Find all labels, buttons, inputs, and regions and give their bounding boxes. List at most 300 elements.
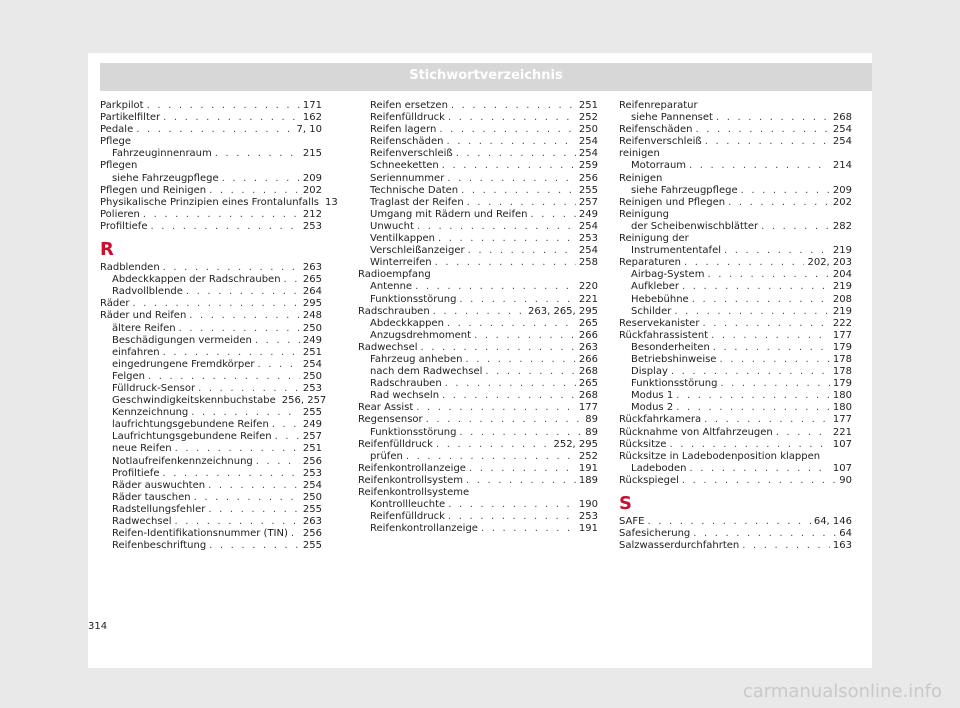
entry-page-ref: 202 (302, 184, 322, 196)
dot-leader (163, 112, 300, 124)
index-entry[interactable] (100, 262, 322, 274)
entry-term: Rückfahrassistent (619, 329, 709, 341)
entry-term: Räder (100, 298, 130, 310)
entry-page-ref: 190 (578, 499, 598, 511)
entry-page-ref: 258 (578, 257, 598, 269)
entry-term: Laufrichtungsgebundene Reifen (112, 431, 272, 443)
index-subentry[interactable] (358, 499, 598, 511)
entry-page-ref: 253 (578, 511, 598, 523)
dot-leader (421, 342, 576, 354)
index-entry[interactable] (619, 197, 852, 209)
index-subentry[interactable] (358, 185, 598, 197)
index-entry[interactable] (100, 124, 322, 136)
entry-page-ref: 163 (832, 540, 852, 552)
dot-leader (716, 112, 830, 124)
entry-term: Safesicherung (619, 528, 691, 540)
index-subentry[interactable] (100, 347, 322, 359)
entry-term: Partikelfilter (100, 112, 161, 124)
entry-page-ref: 177 (832, 414, 852, 426)
entry-term: Unwucht (370, 220, 414, 232)
index-subentry[interactable] (100, 335, 322, 347)
entry-term: eingedrungene Fremdkörper (112, 358, 255, 370)
index-subentry[interactable] (100, 383, 322, 395)
index-entry[interactable] (100, 112, 322, 124)
dot-leader (705, 136, 830, 148)
index-subentry[interactable] (358, 330, 598, 342)
dot-leader (702, 318, 829, 330)
dot-leader (720, 378, 829, 390)
index-subentry[interactable] (619, 354, 852, 366)
index-entry[interactable] (619, 528, 852, 540)
entry-term: Rear Assist (358, 402, 414, 414)
index-subentry[interactable] (358, 100, 598, 112)
index-entry[interactable] (358, 414, 598, 426)
entry-term: der Scheibenwischblätter (631, 220, 759, 232)
index-entry[interactable] (100, 100, 322, 112)
dot-leader (459, 294, 575, 306)
entry-page-ref: 253 (302, 220, 322, 232)
dot-leader (436, 439, 551, 451)
entry-term: Rad wechseln (370, 390, 440, 402)
entry-term: Reinigen und Pflegen (619, 196, 726, 208)
entry-page-ref: 252 (578, 450, 598, 462)
dot-leader (208, 480, 300, 492)
dot-leader (530, 209, 575, 221)
entry-term: Rücksitze (619, 438, 667, 450)
entry-page-ref: 7, 10 (296, 124, 322, 136)
entry-page-ref: 254 (578, 136, 598, 148)
index-entry[interactable] (619, 414, 852, 426)
dot-leader (695, 124, 829, 136)
entry-page-ref: 265 (302, 274, 322, 286)
entry-page-ref: 178 (832, 353, 852, 365)
entry-term: Aufkleber (631, 281, 680, 293)
entry-term: SAFE (619, 516, 645, 527)
entry-term: Profiltiefe (100, 220, 148, 232)
index-subentry[interactable] (619, 269, 852, 281)
entry-page-ref: 257 (302, 431, 322, 443)
dot-leader (448, 511, 576, 523)
dot-leader (465, 354, 575, 366)
entry-term: ältere Reifen (112, 322, 176, 334)
index-subentry[interactable] (358, 511, 598, 523)
dot-leader (689, 160, 830, 172)
entry-page-ref: 215 (302, 148, 322, 160)
entry-term: Reifen ersetzen (370, 100, 448, 111)
entry-term: Fülldruck-Sensor (112, 382, 196, 394)
index-entry-heading: Pflege (100, 136, 131, 148)
index-subentry[interactable] (358, 390, 598, 402)
dot-leader (761, 221, 830, 233)
dot-leader (647, 516, 810, 528)
entry-term: Reifen-Identifikationsnummer (TIN) (112, 528, 288, 540)
entry-page-ref: 209 (302, 172, 322, 184)
index-subentry[interactable] (619, 342, 852, 354)
index-subentry[interactable] (358, 160, 598, 172)
index-entry[interactable] (619, 124, 852, 136)
entry-term: Reifenbeschriftung (112, 540, 207, 552)
entry-page-ref: 255 (302, 540, 322, 552)
entry-page-ref: 204 (832, 269, 852, 281)
dot-leader (468, 245, 576, 257)
entry-page-ref: 254 (302, 358, 322, 370)
index-subentry[interactable] (619, 281, 852, 293)
entry-page-ref: 178 (832, 366, 852, 378)
entry-term: Kennzeichnung (112, 407, 189, 419)
entry-page-ref: 268 (578, 366, 598, 378)
dot-leader (272, 419, 300, 431)
entry-term: Reifenkontrollsystem (358, 474, 463, 486)
index-entry-heading: Radioempfang (358, 269, 431, 281)
index-subentry[interactable] (619, 390, 852, 402)
index-subentry[interactable] (358, 221, 598, 233)
dot-leader (447, 318, 576, 330)
entry-page-ref: 222 (832, 317, 852, 329)
index-subentry[interactable] (358, 523, 598, 535)
dot-leader (433, 306, 525, 318)
index-column-1 (100, 100, 338, 552)
index-subentry[interactable] (358, 354, 598, 366)
entry-term: einfahren (112, 346, 160, 358)
entry-page-ref: 251 (578, 100, 598, 111)
entry-page-ref: 255 (578, 184, 598, 196)
index-subentry[interactable] (358, 451, 598, 463)
index-subentry[interactable] (100, 456, 322, 468)
dot-leader (175, 516, 300, 528)
entry-page-ref: 219 (832, 305, 852, 317)
entry-page-ref: 257 (578, 196, 598, 208)
entry-term: Schilder (631, 305, 672, 317)
index-entry[interactable] (358, 475, 598, 487)
dot-leader (485, 366, 575, 378)
index-subentry[interactable] (358, 173, 598, 185)
index-subentry[interactable] (358, 148, 598, 160)
entry-page-ref: 253 (302, 382, 322, 394)
entry-term: Regensensor (358, 414, 423, 426)
index-subentry[interactable] (100, 286, 322, 298)
dot-leader (474, 330, 576, 342)
index-entry[interactable] (358, 306, 598, 318)
index-subentry[interactable] (619, 463, 852, 475)
entry-page-ref: 250 (302, 491, 322, 503)
index-subentry[interactable] (358, 233, 598, 245)
index-subentry[interactable] (100, 431, 322, 443)
dot-leader (724, 245, 830, 257)
index-subentry[interactable] (619, 294, 852, 306)
entry-page-ref: 191 (578, 462, 598, 474)
dot-leader (669, 439, 829, 451)
index-subentry[interactable] (358, 281, 598, 293)
index-subentry[interactable] (358, 124, 598, 136)
entry-page-ref: 268 (832, 112, 852, 124)
entry-page-ref: 220 (578, 281, 598, 293)
dot-leader (442, 390, 576, 402)
entry-term: Räder auswuchten (112, 479, 206, 491)
entry-page-ref: 107 (832, 438, 852, 450)
entry-term: Fahrzeug anheben (370, 353, 463, 365)
dot-leader (447, 173, 576, 185)
entry-term: Rücknahme von Altfahrzeugen (619, 426, 773, 438)
dot-leader (682, 281, 830, 293)
dot-leader (674, 306, 830, 318)
dot-leader (179, 323, 300, 335)
entry-term: Reifen lagern (370, 124, 437, 136)
entry-page-ref: 254 (832, 124, 852, 136)
index-entry[interactable] (100, 209, 322, 221)
index-subentry[interactable] (358, 318, 598, 330)
index-subentry[interactable] (100, 480, 322, 492)
index-entry[interactable] (100, 298, 322, 310)
entry-term: Reifenverschleiß (619, 136, 702, 148)
index-entry[interactable] (100, 310, 322, 322)
index-column-3 (619, 100, 852, 552)
index-subentry[interactable] (100, 504, 322, 516)
entry-term: Abdeckkappen (370, 317, 444, 329)
index-subentry[interactable] (100, 468, 322, 480)
index-subentry[interactable] (619, 160, 852, 172)
entry-term: Rückfahrkamera (619, 414, 702, 426)
index-entry[interactable] (358, 342, 598, 354)
entry-page-ref: 189 (578, 474, 598, 486)
entry-term: Reifenkontrollanzeige (370, 523, 478, 535)
entry-page-ref: 266 (578, 329, 598, 341)
index-entry[interactable] (619, 439, 852, 451)
dot-leader (435, 257, 576, 269)
entry-page-ref: 254 (302, 479, 322, 491)
dot-leader (481, 523, 576, 535)
index-entry[interactable] (619, 475, 852, 487)
dot-leader (451, 100, 576, 112)
index-subentry[interactable] (619, 402, 852, 414)
entry-term: Winterreifen (370, 257, 432, 269)
dot-leader (132, 298, 299, 310)
dot-leader (459, 427, 582, 439)
index-subentry[interactable] (358, 136, 598, 148)
dot-leader (741, 185, 830, 197)
entry-page-ref: 64, 146 (813, 516, 852, 527)
dot-leader (466, 475, 576, 487)
index-subentry[interactable] (358, 209, 598, 221)
entry-page-ref: 254 (832, 136, 852, 148)
index-entry[interactable] (358, 463, 598, 475)
entry-term: Polieren (100, 208, 140, 220)
index-subentry[interactable] (358, 112, 598, 124)
entry-page-ref: 263 (302, 516, 322, 527)
entry-term: Hebebühne (631, 293, 689, 305)
dot-leader (150, 221, 299, 233)
dot-leader (291, 528, 300, 540)
index-subentry[interactable] (358, 366, 598, 378)
dot-leader (728, 197, 830, 209)
dot-leader (222, 173, 300, 185)
entry-page-ref: 13 (324, 196, 338, 208)
entry-term: Seriennummer (370, 172, 445, 184)
index-entry[interactable] (358, 439, 598, 451)
dot-leader (163, 262, 300, 274)
entry-page-ref: 249 (302, 334, 322, 346)
dot-leader (439, 124, 576, 136)
dot-leader (256, 456, 300, 468)
index-subentry[interactable] (100, 274, 322, 286)
dot-leader (198, 383, 300, 395)
entry-term: Kontrollleuchte (370, 499, 446, 511)
dot-leader (445, 378, 576, 390)
index-entry-heading: Reinigen (619, 172, 663, 184)
entry-term: Radschrauben (370, 378, 442, 390)
index-entry[interactable] (619, 540, 852, 552)
dot-leader (416, 402, 576, 414)
entry-page-ref: 250 (578, 124, 598, 136)
index-entry[interactable] (619, 257, 852, 269)
entry-page-ref: 219 (832, 245, 852, 257)
entry-term: Antenne (370, 281, 413, 293)
index-entry[interactable] (100, 196, 338, 209)
index-subentry[interactable] (358, 245, 598, 257)
entry-term: Modus 2 (631, 402, 674, 414)
page-header (100, 63, 872, 91)
page-title: Stichwortverzeichnis (409, 68, 563, 83)
dot-leader (469, 463, 576, 475)
entry-term: Modus 1 (631, 390, 674, 402)
dot-leader (215, 148, 300, 160)
index-subentry[interactable] (100, 492, 322, 504)
dot-leader (417, 221, 576, 233)
dot-leader (467, 197, 576, 209)
dot-leader (442, 160, 576, 172)
entry-term: Ladeboden (631, 462, 687, 474)
dot-leader (406, 451, 576, 463)
entry-page-ref: 256 (302, 528, 322, 540)
index-entry[interactable] (100, 185, 322, 197)
index-subentry[interactable] (100, 359, 322, 371)
entry-page-ref: 64 (839, 528, 852, 540)
dot-leader (461, 185, 576, 197)
entry-page-ref: 249 (578, 208, 598, 220)
index-subentry[interactable] (358, 294, 598, 306)
dot-leader (209, 540, 300, 552)
index-subentry[interactable] (619, 245, 852, 257)
index-subentry[interactable] (619, 221, 852, 233)
entry-page-ref: 256 (302, 455, 322, 467)
entry-page-ref: 221 (832, 426, 852, 438)
index-entry[interactable] (358, 402, 598, 414)
entry-term: Pedale (100, 124, 134, 136)
index-subentry[interactable] (358, 197, 598, 209)
entry-term: siehe Fahrzeugpflege (631, 184, 738, 196)
index-subentry[interactable] (358, 427, 598, 439)
entry-page-ref: 255 (302, 407, 322, 419)
dot-leader (426, 414, 583, 426)
index-entry-heading: Rücksitze in Ladebodenposition klappen (619, 450, 821, 462)
entry-page-ref: 249 (302, 419, 322, 431)
dot-leader (255, 335, 300, 347)
index-subentry[interactable] (100, 516, 322, 528)
entry-page-ref: 221 (578, 293, 598, 305)
dot-leader (446, 136, 575, 148)
index-subentry[interactable] (100, 395, 327, 407)
dot-leader (275, 431, 300, 443)
dot-leader (191, 407, 300, 419)
entry-term: Funktionsstörung (370, 426, 457, 438)
entry-page-ref: 254 (578, 220, 598, 232)
index-entry[interactable] (619, 516, 852, 528)
dot-leader (147, 100, 300, 112)
entry-term: Radschrauben (358, 305, 430, 317)
index-subentry[interactable] (619, 306, 852, 318)
entry-term: Radstellungsfehler (112, 503, 206, 515)
index-subentry[interactable] (100, 540, 322, 552)
index-subentry[interactable] (358, 378, 598, 390)
entry-term: Airbag-System (631, 269, 705, 281)
entry-page-ref: 212 (302, 208, 322, 220)
entry-term: Umgang mit Rädern und Reifen (370, 208, 528, 220)
entry-term: Notlaufreifenkennzeichnung (112, 455, 253, 467)
index-subentry[interactable] (619, 112, 852, 124)
entry-term: Pflegen und Reinigen (100, 184, 207, 196)
index-entry[interactable] (619, 427, 852, 439)
index-subentry[interactable] (100, 528, 322, 540)
index-entry[interactable] (619, 330, 852, 342)
entry-page-ref: 250 (302, 370, 322, 382)
index-subentry[interactable] (100, 173, 322, 185)
entry-term: Funktionsstörung (370, 293, 457, 305)
dot-leader (704, 414, 830, 426)
index-subentry[interactable] (100, 407, 322, 419)
dot-leader (707, 269, 829, 281)
entry-page-ref: 251 (302, 346, 322, 358)
index-subentry[interactable] (619, 185, 852, 197)
index-entry[interactable] (619, 318, 852, 330)
entry-page-ref: 209 (832, 184, 852, 196)
entry-term: Fahrzeuginnenraum (112, 148, 212, 160)
entry-page-ref: 252 (578, 112, 598, 124)
entry-page-ref: 253 (578, 233, 598, 245)
index-subentry[interactable] (100, 443, 322, 455)
dot-leader (438, 233, 576, 245)
entry-term: Technische Daten (370, 184, 459, 196)
index-subentry[interactable] (619, 366, 852, 378)
dot-leader (690, 463, 830, 475)
index-subentry[interactable] (100, 323, 322, 335)
dot-leader (671, 366, 830, 378)
entry-term: Parkpilot (100, 100, 144, 111)
dot-leader (194, 492, 300, 504)
index-subentry[interactable] (100, 371, 322, 383)
index-subentry[interactable] (100, 419, 322, 431)
entry-page-ref: 248 (302, 310, 322, 322)
entry-page-ref: 180 (832, 402, 852, 414)
index-subentry[interactable] (619, 378, 852, 390)
index-entry[interactable] (100, 221, 322, 233)
entry-page-ref: 177 (832, 329, 852, 341)
dot-leader (693, 528, 836, 540)
index-entry-heading: Reinigung (619, 208, 669, 220)
dot-leader (143, 209, 300, 221)
dot-leader (692, 294, 830, 306)
entry-term: Radwechsel (358, 341, 418, 353)
index-subentry[interactable] (100, 148, 322, 160)
entry-page-ref: 295 (302, 298, 322, 310)
dot-leader (415, 281, 576, 293)
entry-page-ref: 254 (578, 245, 598, 257)
entry-term: neue Reifen (112, 443, 172, 455)
entry-term: laufrichtungsgebundene Reifen (112, 419, 269, 431)
dot-leader (776, 427, 830, 439)
index-subentry[interactable] (358, 257, 598, 269)
index-entry[interactable] (619, 136, 852, 148)
entry-page-ref: 191 (578, 523, 598, 535)
entry-term: prüfen (370, 450, 403, 462)
